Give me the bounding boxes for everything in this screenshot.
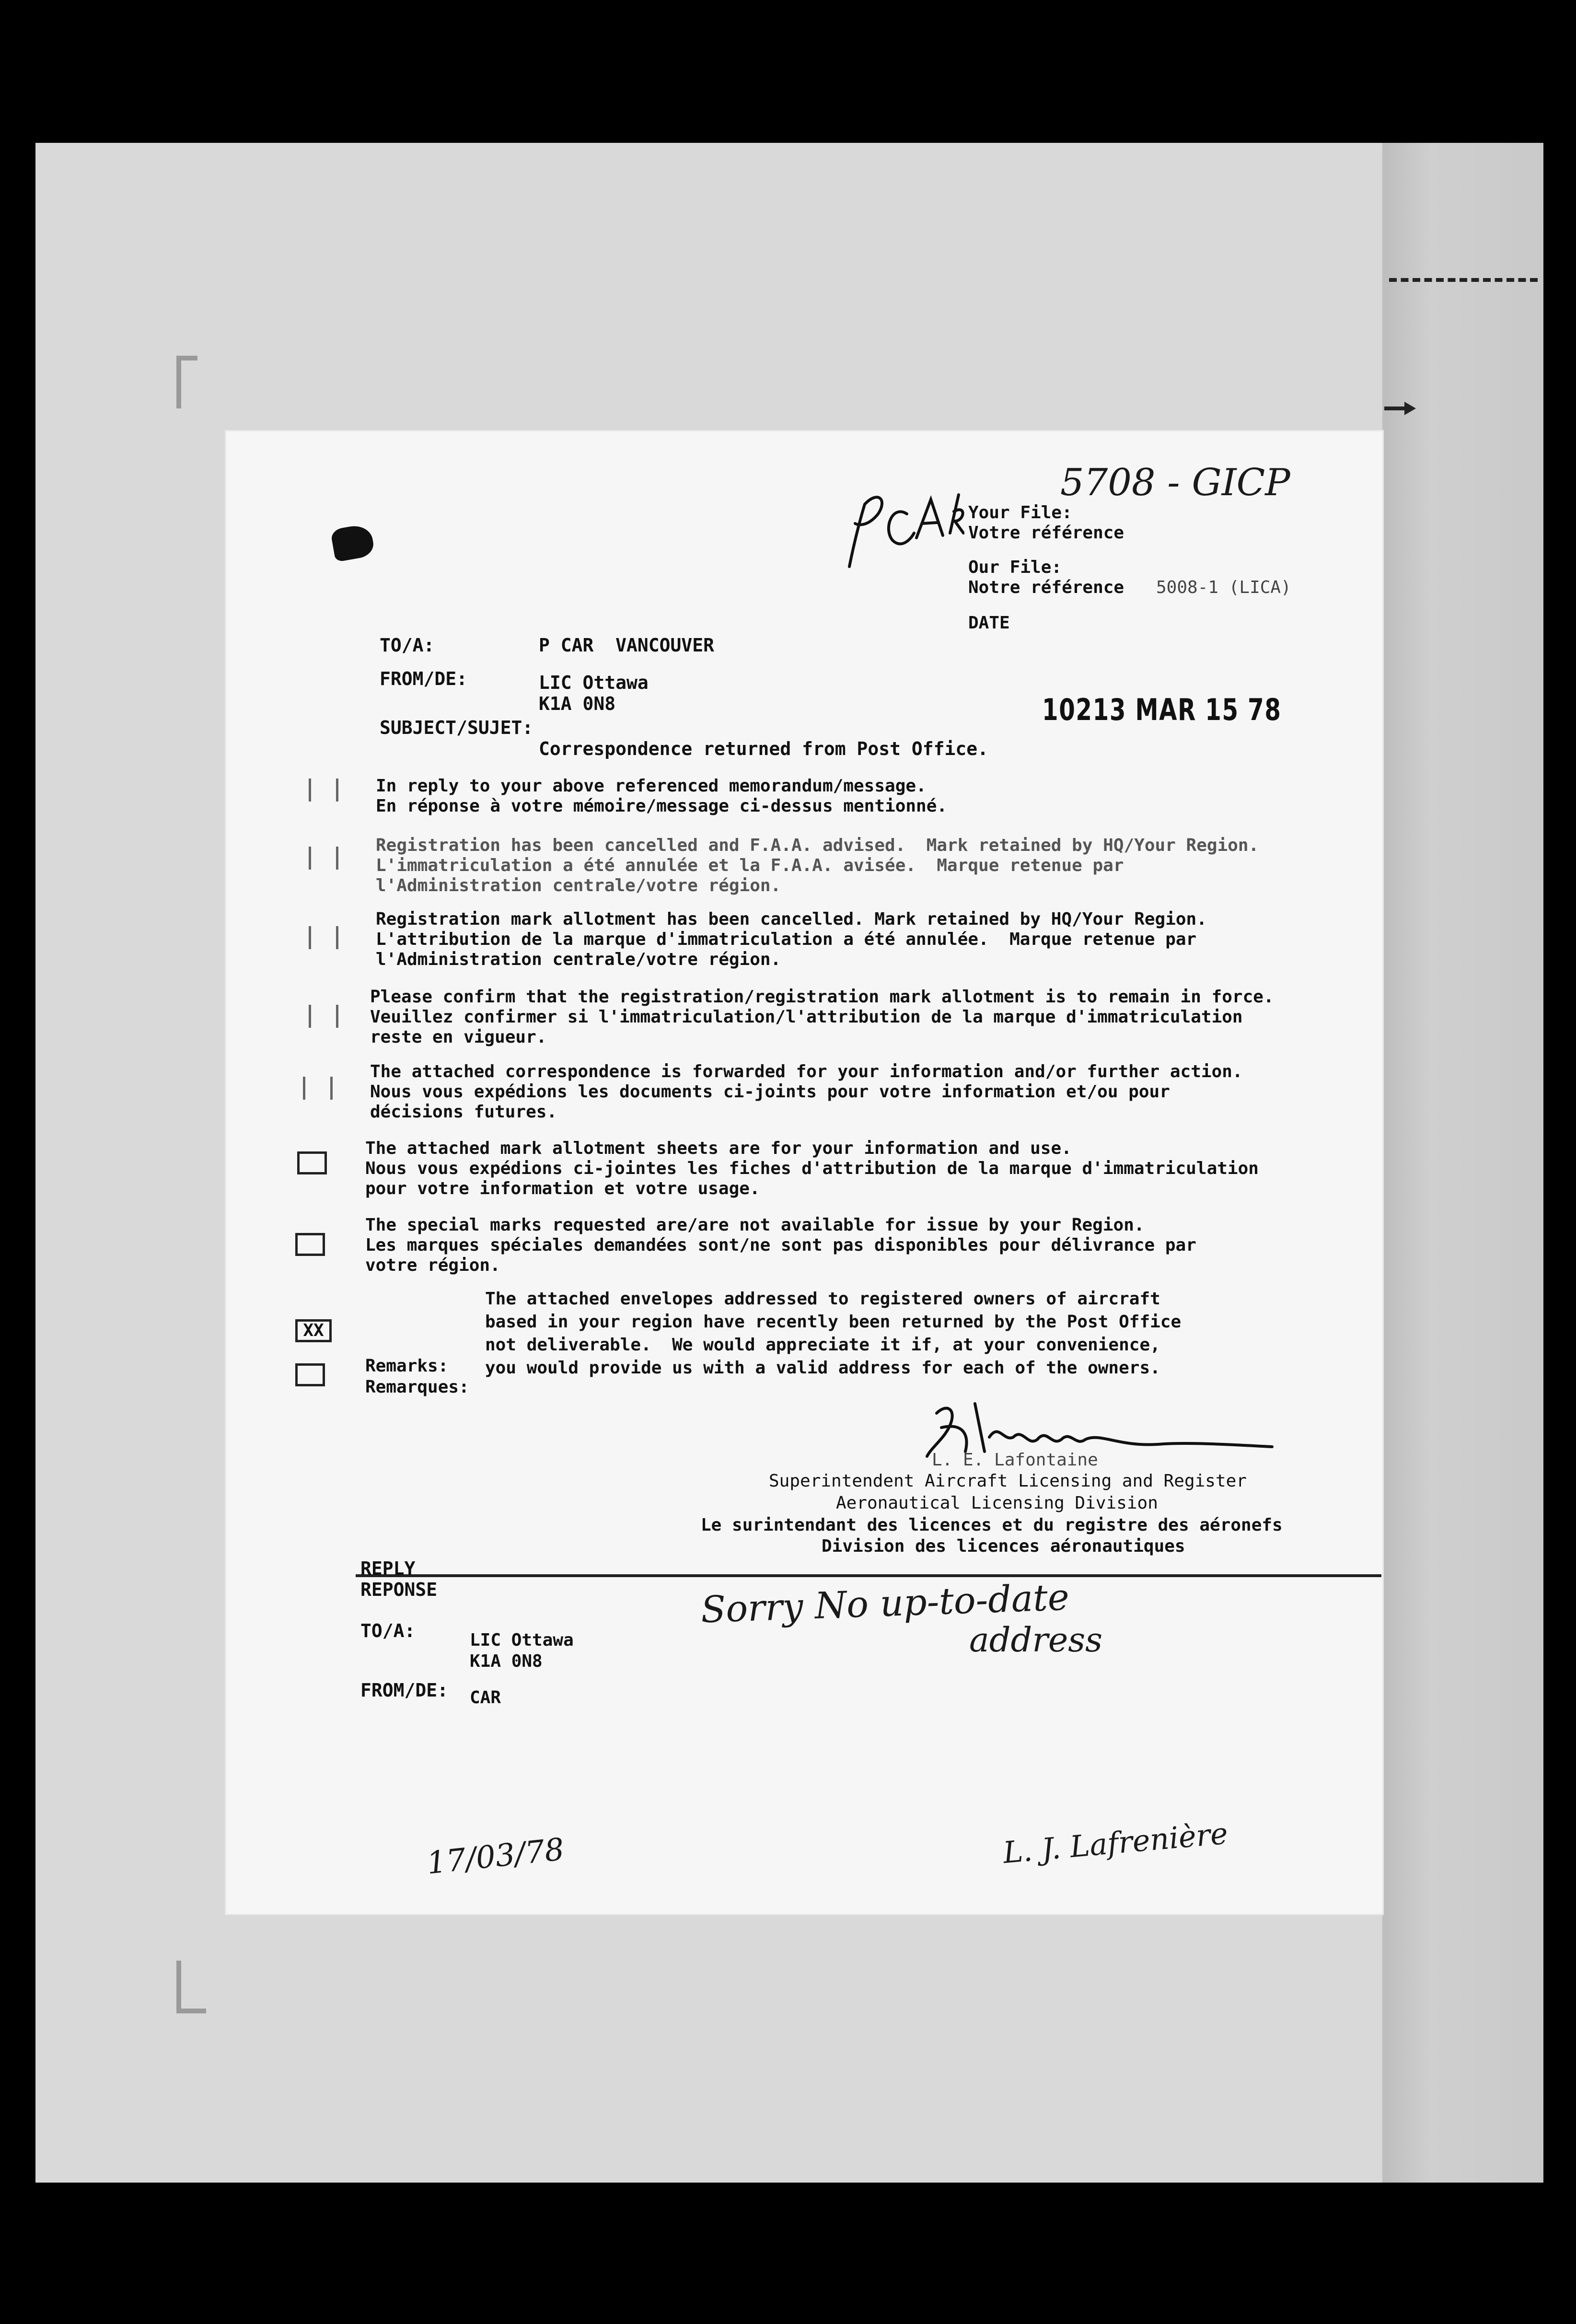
option-text-line: l'Administration centrale/votre région. xyxy=(376,950,781,969)
option-text-line: Veuillez confirmer si l'immatriculation/l'attribution de la marque d'immatriculation xyxy=(370,1007,1243,1027)
file-number-handwritten: 5708 - GICP xyxy=(1060,461,1290,504)
option-text-line: l'Administration centrale/votre région. xyxy=(376,876,781,895)
from-value-line2: K1A 0N8 xyxy=(539,693,616,714)
remarks-label-fr: Remarques: xyxy=(365,1377,469,1397)
reply-date-handwritten: 17/03/78 xyxy=(425,1832,566,1882)
option-text-line: you would provide us with a valid address for each of the owners. xyxy=(485,1358,1160,1378)
option-text-line: reste en vigueur. xyxy=(370,1027,547,1047)
your-file-label-fr: Votre référence xyxy=(968,523,1124,543)
date-label: DATE xyxy=(968,613,1010,633)
reply-to-value-line2: K1A 0N8 xyxy=(470,1651,543,1671)
option-text-line: Please confirm that the registration/registration mark allotment is to remain in force. xyxy=(370,987,1274,1007)
your-file-label: Your File: xyxy=(968,503,1072,523)
signatory-name: L. E. Lafontaine xyxy=(932,1450,1098,1470)
memo-sheet xyxy=(226,431,1382,1914)
reply-label-fr: REPONSE xyxy=(360,1579,438,1600)
option-text-line: L'attribution de la marque d'immatriculation a été annulée. Marque retenue par xyxy=(376,930,1197,949)
signatory-title-line4: Division des licences aéronautiques xyxy=(822,1536,1185,1556)
reply-to-value-line1: LIC Ottawa xyxy=(470,1630,574,1650)
from-value-line1: LIC Ottawa xyxy=(539,672,649,693)
crop-mark-bottom xyxy=(176,1961,206,2013)
remarks-checkbox[interactable] xyxy=(295,1363,325,1386)
reply-to-label: TO/A: xyxy=(360,1620,416,1641)
option-checkbox[interactable] xyxy=(309,1005,338,1028)
reply-signature-handwritten: L. J. Lafrenière xyxy=(1001,1815,1229,1871)
reply-note-line1: Sorry No up-to-date xyxy=(700,1575,1070,1631)
option-text-line: The attached envelopes addressed to registered owners of aircraft xyxy=(485,1289,1160,1309)
option-text-line: not deliverable. We would appreciate it if, at your convenience, xyxy=(485,1335,1160,1355)
option-checkbox[interactable] xyxy=(295,1233,325,1256)
to-label: TO/A: xyxy=(380,635,435,656)
signatory-title-line3: Le surintendant des licences et du registre des aéronefs xyxy=(701,1515,1283,1535)
option-checkbox[interactable] xyxy=(297,1151,327,1174)
ink-blot xyxy=(330,523,376,562)
option-text-line: votre région. xyxy=(365,1255,500,1275)
option-text-line: In reply to your above referenced memorandum/message. xyxy=(376,776,927,796)
option-text-line: Registration mark allotment has been cancelled. Mark retained by HQ/Your Region. xyxy=(376,909,1207,929)
remarks-label: Remarks: xyxy=(365,1356,449,1376)
option-text-line: The attached correspondence is forwarded for your information and/or further action. xyxy=(370,1062,1243,1081)
option-text-line: Les marques spéciales demandées sont/ne sont pas disponibles pour délivrance par xyxy=(365,1235,1196,1255)
dashed-line xyxy=(1389,278,1538,282)
option-text-line: pour votre information et votre usage. xyxy=(365,1179,760,1198)
date-stamp: 10213 MAR 15 78 xyxy=(1042,692,1282,727)
reply-from-value: CAR xyxy=(470,1688,501,1708)
option-text-line: Registration has been cancelled and F.A.A. advised. Mark retained by HQ/Your Region. xyxy=(376,836,1259,855)
option-text-line: En réponse à votre mémoire/message ci-dessus mentionné. xyxy=(376,796,948,816)
arrow-mark xyxy=(1384,407,1413,410)
option-text-line: L'immatriculation a été annulée et la F.A.A. avisée. Marque retenue par xyxy=(376,856,1124,875)
our-file-value: 5008-1 (LICA) xyxy=(1156,578,1291,597)
option-text-line: The attached mark allotment sheets are for your information and use. xyxy=(365,1139,1072,1158)
our-file-label-fr: Notre référence xyxy=(968,578,1124,597)
subject-value: Correspondence returned from Post Office. xyxy=(539,738,988,759)
option-text-line: The special marks requested are/are not available for issue by your Region. xyxy=(365,1215,1145,1235)
option-checkbox-checked[interactable]: XX xyxy=(295,1319,332,1342)
option-text-line: Nous vous expédions ci-jointes les fiches d'attribution de la marque d'immatriculation xyxy=(365,1159,1259,1178)
to-value: P CAR VANCOUVER xyxy=(539,635,715,656)
option-checkbox[interactable] xyxy=(309,779,338,802)
option-text-line: based in your region have recently been returned by the Post Office xyxy=(485,1312,1182,1332)
signatory-title-line2: Aeronautical Licensing Division xyxy=(836,1493,1158,1513)
pcar-handwriting xyxy=(835,485,964,571)
page-edge-strip xyxy=(1382,143,1543,2183)
option-checkbox[interactable] xyxy=(309,847,338,870)
reply-from-label: FROM/DE: xyxy=(360,1680,449,1701)
signatory-title-line1: Superintendent Aircraft Licensing and Register xyxy=(769,1471,1247,1491)
from-label: FROM/DE: xyxy=(380,668,468,689)
option-checkbox[interactable] xyxy=(303,1077,333,1100)
reply-label: REPLY xyxy=(360,1558,416,1579)
option-text-line: décisions futures. xyxy=(370,1102,557,1122)
option-checkbox[interactable] xyxy=(309,926,338,949)
our-file-label: Our File: xyxy=(968,558,1062,577)
subject-label: SUBJECT/SUJET: xyxy=(380,717,533,738)
reply-note-line2: address xyxy=(969,1620,1103,1660)
crop-mark-top xyxy=(176,356,197,408)
reply-divider xyxy=(356,1574,1381,1577)
option-text-line: Nous vous expédions les documents ci-joints pour votre information et/ou pour xyxy=(370,1082,1170,1102)
